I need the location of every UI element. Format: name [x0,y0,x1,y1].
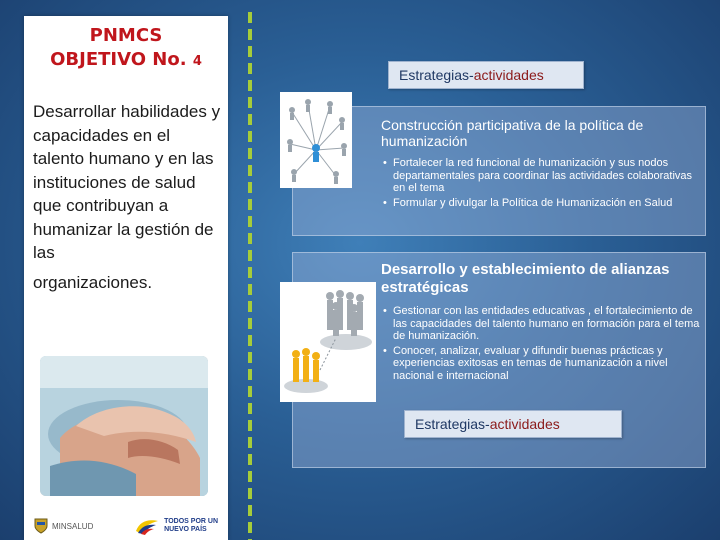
gov-text-line2: NUEVO PAÍS [164,526,207,533]
minsalud-text: MINSALUD [52,521,94,531]
card1-title: Construcción participativa de la política de humanización [381,117,644,149]
group-people-graphic [280,282,376,402]
footer-logos [24,512,228,540]
objective-last-word: organizaciones. [33,272,153,292]
hands-illustration [40,356,208,496]
plan-title-line2 [24,48,228,74]
strategy-card-participative-policy [292,106,706,236]
colombia-shield-icon [34,518,48,534]
card2-title: Desarrollo y establecimiento de alianzas estratégicas [381,261,670,296]
hands-photo [40,356,208,496]
network-people-icon [280,92,352,188]
activities-highlight: actividades [489,416,560,432]
list-item: • Conocer, analizar, evaluar y difundir buenas prácticas y experiencias exitosas en temas de humanización a nivel nacional e internacional [381,345,703,383]
strategies-activities-button-top[interactable] [388,61,584,89]
activities-highlight: actividades [473,67,544,83]
card2-bullet-list [381,305,703,384]
list-item: • Formular y divulgar la Política de Humanización en Salud [381,197,701,210]
divider-line [248,12,252,540]
network-people-graphic [280,92,352,188]
minsalud-logo [34,518,93,534]
objective-number: 4 [192,54,202,69]
list-item: • Gestionar con las entidades educativas , el fortalecimiento de las capacidades del talento humano en formación para el tema de humanización. [381,305,703,343]
objective-panel [24,16,228,540]
card1-bullet-list [381,157,701,211]
strategies-prefix: Estrategias- [415,416,490,432]
gov-text-line1: TODOS POR UN [164,518,218,525]
strategies-activities-button-bottom[interactable] [404,410,622,438]
list-item: • Fortalecer la red funcional de humanización y sus nodos departamentales para coordinar las actividades colaborativas en el tema [381,157,701,195]
gov-brand-icon [134,517,160,535]
objective-text [33,100,225,294]
plan-title-line1: PNMCS [89,25,163,46]
objective-label: OBJETIVO No. [50,49,187,70]
objective-main-text: Desarrollar habilidades y capacidades en el talento humano y en las instituciones de salud que contribuyan a humanizar la gestión de las [33,102,221,262]
gov-logo [134,517,218,535]
plan-title [24,24,228,74]
gov-text [164,518,218,534]
group-people-icon [280,282,376,402]
strategies-prefix: Estrategias- [399,67,474,83]
